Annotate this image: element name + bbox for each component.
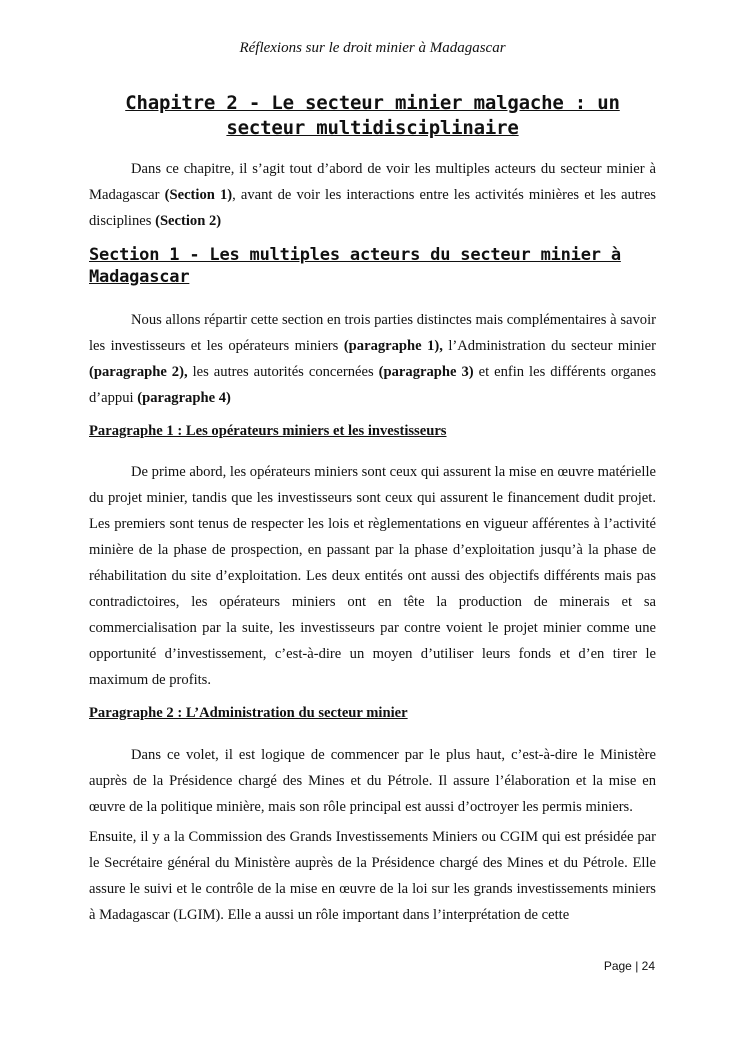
section-1-intro-paragraph	[89, 307, 656, 411]
paragraph-2-body-2: Ensuite, il y a la Commission des Grands Investissements Miniers ou CGIM qui est présidée par le Secrétaire général du Ministère auprès de la Présidence chargé des Mines et du Pétrole. Elle assure le suivi et le contrôle de la mise en œuvre de la loi sur les grands investissements miniers à Madagascar (LGIM). Elle a aussi un rôle important dans l’interprétation de cette	[89, 829, 656, 923]
s1-text-2: l’Administration du secteur minier	[442, 338, 657, 354]
chapter-title: Chapitre 2 - Le secteur minier malgache : un secteur multidisciplinaire	[125, 92, 620, 139]
page-number: Page | 24	[603, 959, 655, 973]
paragraph-1-heading	[89, 421, 656, 441]
paragraph-1-body: De prime abord, les opérateurs miniers sont ceux qui assurent la mise en œuvre matérielle du projet minier, tandis que les investisseurs sont ceux qui assurent le financement dudit projet. Les premiers sont tenus de respecter les lois et règlementations en vigueur afférentes à l’activité minière de la phase de prospection, en passant par la phase d’exploitation jusqu’à la phase de réhabilitation du site d’exploitation. Les deux entités ont aussi des objectifs différents mais pas contradictoires, les opérateurs miniers ont en tête la production de minerais et sa commercialisation par la suite, les investisseurs par contre voient le projet minier comme une opportunité d’investissement, c’est-à-dire un moyen d’utiliser leurs fonds et d’en tirer le maximum de profits.	[89, 464, 656, 688]
paragraph-2-heading	[89, 703, 656, 723]
chapter-intro-paragraph	[89, 156, 656, 234]
intro-section-ref-1: (Section 1)	[164, 187, 233, 203]
s1-text-1: Nous allons répartir cette section en trois parties distinctes mais complémentaires à savoir les investisseurs et les opérateurs miniers	[89, 312, 656, 354]
paragraph-1-heading-text: Paragraphe 1 : Les opérateurs miniers et les investisseurs	[89, 423, 447, 439]
paragraph-2-heading-text: Paragraphe 2 : L’Administration du secteur minier	[89, 705, 408, 721]
running-header: Réflexions sur le droit minier à Madagascar	[239, 40, 506, 56]
intro-section-ref-2: (Section 2)	[155, 213, 222, 229]
intro-text-2: , avant de voir les interactions entre les activités minières et les autres disciplines	[89, 187, 656, 229]
s1-ref-paragraphe-3: (paragraphe 3)	[378, 364, 474, 380]
s1-text-3: les autres autorités concernées	[187, 364, 379, 380]
s1-ref-paragraphe-2: (paragraphe 2),	[89, 364, 188, 380]
paragraph-2-body-1: Dans ce volet, il est logique de commencer par le plus haut, c’est-à-dire le Ministère auprès de la Présidence chargé des Mines et du Pétrole. Il assure l’élaboration et la mise en œuvre de la politique minière, mais son rôle principal est aussi d’octroyer les permis miniers.	[89, 747, 656, 815]
s1-text-4: et enfin les différents organes d’appui	[89, 364, 656, 406]
section-1-title: Section 1 - Les multiples acteurs du secteur minier à Madagascar	[89, 245, 621, 287]
s1-ref-paragraphe-4: (paragraphe 4)	[137, 390, 231, 406]
s1-ref-paragraphe-1: (paragraphe 1),	[343, 338, 443, 354]
intro-text-1: Dans ce chapitre, il s’agit tout d’abord de voir les multiples acteurs du secteur minier à Madagascar	[89, 161, 656, 203]
